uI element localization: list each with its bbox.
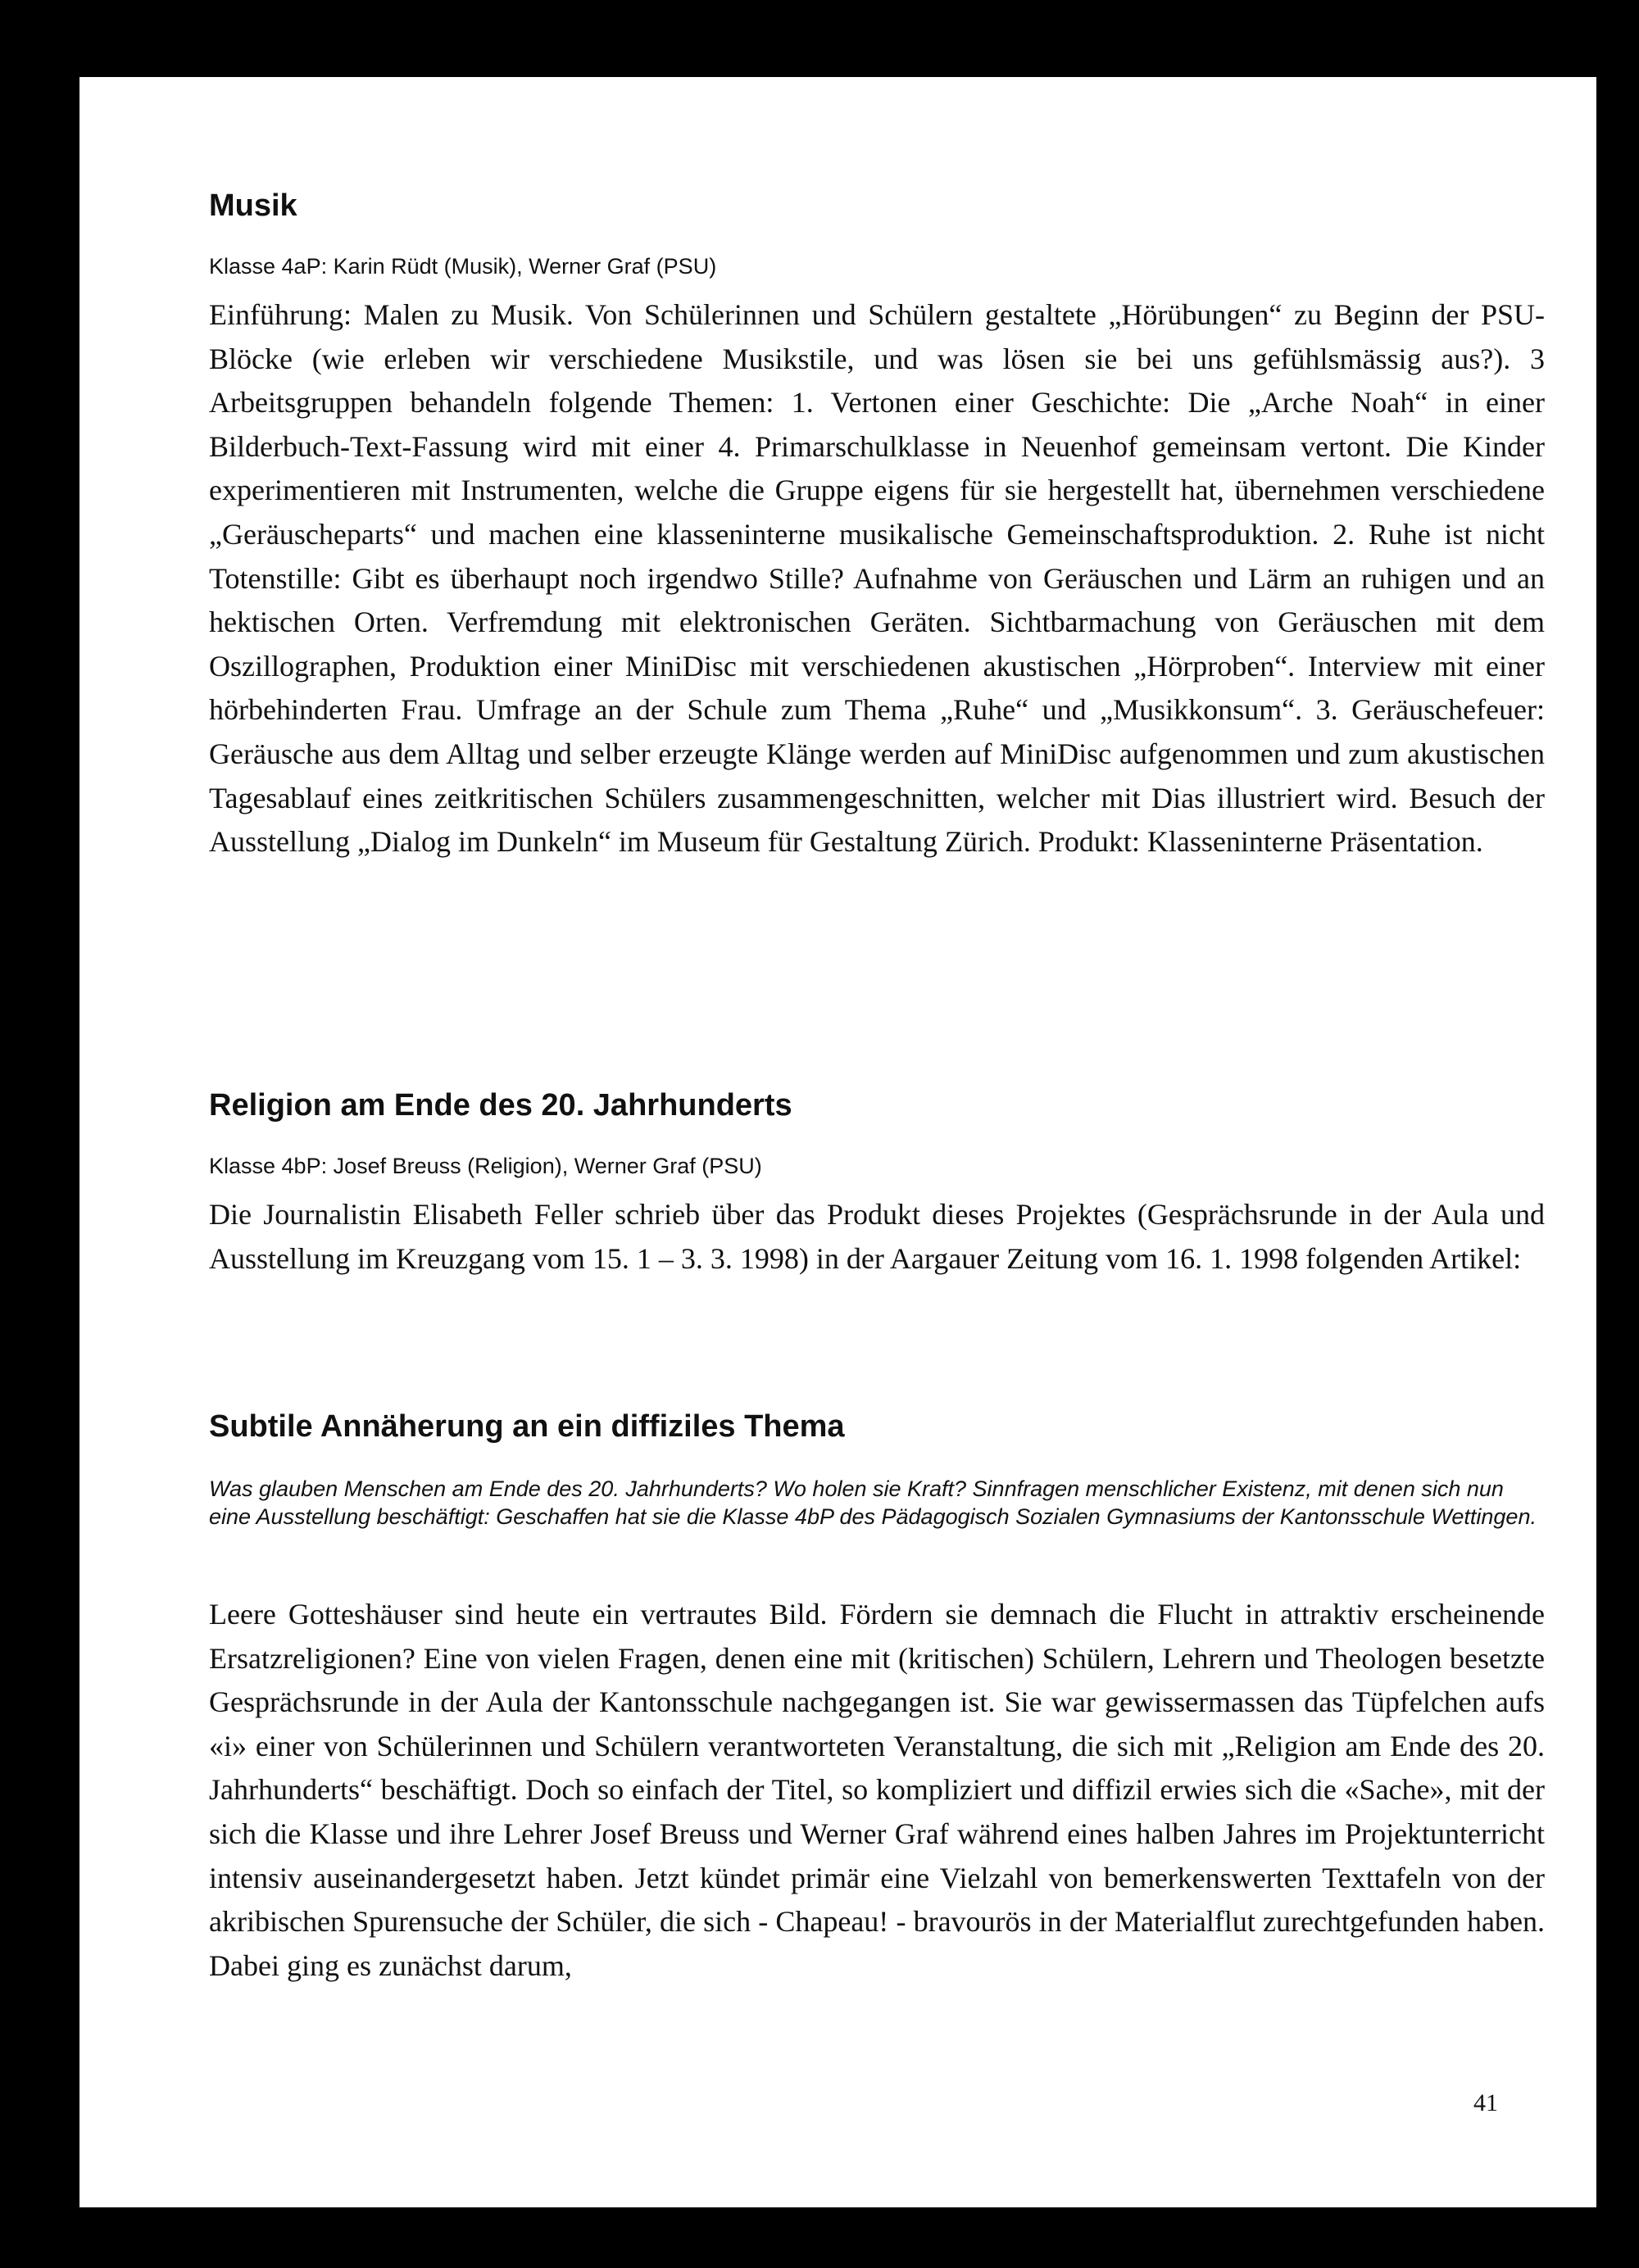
section-body-musik: Einführung: Malen zu Musik. Von Schülerinnen und Schülern gestaltete „Hörübungen“ zu Beginn der PSU-Blöcke (wie erleben wir verschiedene Musikstile, und was lösen sie bei uns gefühlsmässig aus?). 3 Arbeitsgruppen behandeln folgende Themen: 1. Vertonen einer Geschichte: Die „Arche Noah“ in einer Bilderbuch-Text-Fassung wird mit einer 4. Primarschulklasse in Neuenhof gemeinsam vertont. Die Kinder experimentieren mit Instrumenten, welche die Gruppe eigens für sie hergestellt hat, übernehmen verschiedene „Geräuscheparts“ und machen eine klasseninterne musikalische Gemeinschaftsproduktion. 2. Ruhe ist nicht Totenstille: Gibt es überhaupt noch irgendwo Stille? Aufnahme von Geräuschen und Lärm an ruhigen und an hektischen Orten. Verfremdung mit elektronischen Geräten. Sichtbarmachung von Geräuschen mit dem Oszillographen, Produktion einer MiniDisc mit verschiedenen akustischen „Hörproben“. Interview mit einer hörbehinderten Frau. Umfrage an der Schule zum Thema „Ruhe“ und „Musikkonsum“. 3. Geräuschefeuer: Geräusche aus dem Alltag und selber erzeugte Klänge werden auf MiniDisc aufgenommen und zum akustischen Tagesablauf eines zeitkritischen Schülers zusammengeschnitten, welcher mit Dias illustriert wird. Besuch der Ausstellung „Dialog im Dunkeln“ im Museum für Gestaltung Zürich. Produkt: Klasseninterne Präsentation.: [209, 298, 1545, 859]
article-heading: Subtile Annäherung an ein diffiziles Thema: [209, 1409, 845, 1444]
section-body-religion: Die Journalistin Elisabeth Feller schrieb über das Produkt dieses Projektes (Gesprächsrunde in der Aula und Ausstellung im Kreuzgang vom 15. 1 – 3. 3. 1998) in der Aargauer Zeitung vom 16. 1. 1998 folgenden Artikel:: [209, 1198, 1545, 1275]
article-body: Leere Gotteshäuser sind heute ein vertrautes Bild. Fördern sie demnach die Flucht in attraktiv erscheinende Ersatzreligionen? Eine von vielen Fragen, denen eine mit (kritischen) Schülern, Lehrern und Theologen besetzte Gesprächsrunde in der Aula der Kantonsschule nachgegangen ist. Sie war gewissermassen das Tüpfelchen aufs «i» einer von Schülerinnen und Schülern verantworteten Veranstaltung, die sich mit „Religion am Ende des 20. Jahrhunderts“ beschäftigt. Doch so einfach der Titel, so kompliziert und diffizil erwies sich die «Sache», mit der sich die Klasse und ihre Lehrer Josef Breuss und Werner Graf während eines halben Jahres im Projektunterricht intensiv auseinandergesetzt haben. Jetzt kündet primär eine Vielzahl von bemerkenswerten Texttafeln von der akribischen Spurensuche der Schüler, die sich - Chapeau! - bravourös in der Materialflut zurechtgefunden haben. Dabei ging es zunächst darum,: [209, 1598, 1545, 1982]
section-heading-musik: Musik: [209, 188, 297, 223]
article-lead: Was glauben Menschen am Ende des 20. Jahrhunderts? Wo holen sie Kraft? Sinnfragen menschlicher Existenz, mit denen sich nun eine Ausstellung beschäftigt: Geschaffen hat sie die Klasse 4bP des Pädagogisch Sozialen Gymnasiums der Kantonsschule Wettingen.: [209, 1476, 1537, 1529]
section-heading-religion: Religion am Ende des 20. Jahrhunderts: [209, 1088, 792, 1123]
document-page: [79, 77, 1596, 2207]
class-line-musik: Klasse 4aP: Karin Rüdt (Musik), Werner Graf (PSU): [209, 254, 717, 279]
page-number: 41: [1473, 2089, 1498, 2116]
class-line-religion: Klasse 4bP: Josef Breuss (Religion), Werner Graf (PSU): [209, 1154, 762, 1178]
